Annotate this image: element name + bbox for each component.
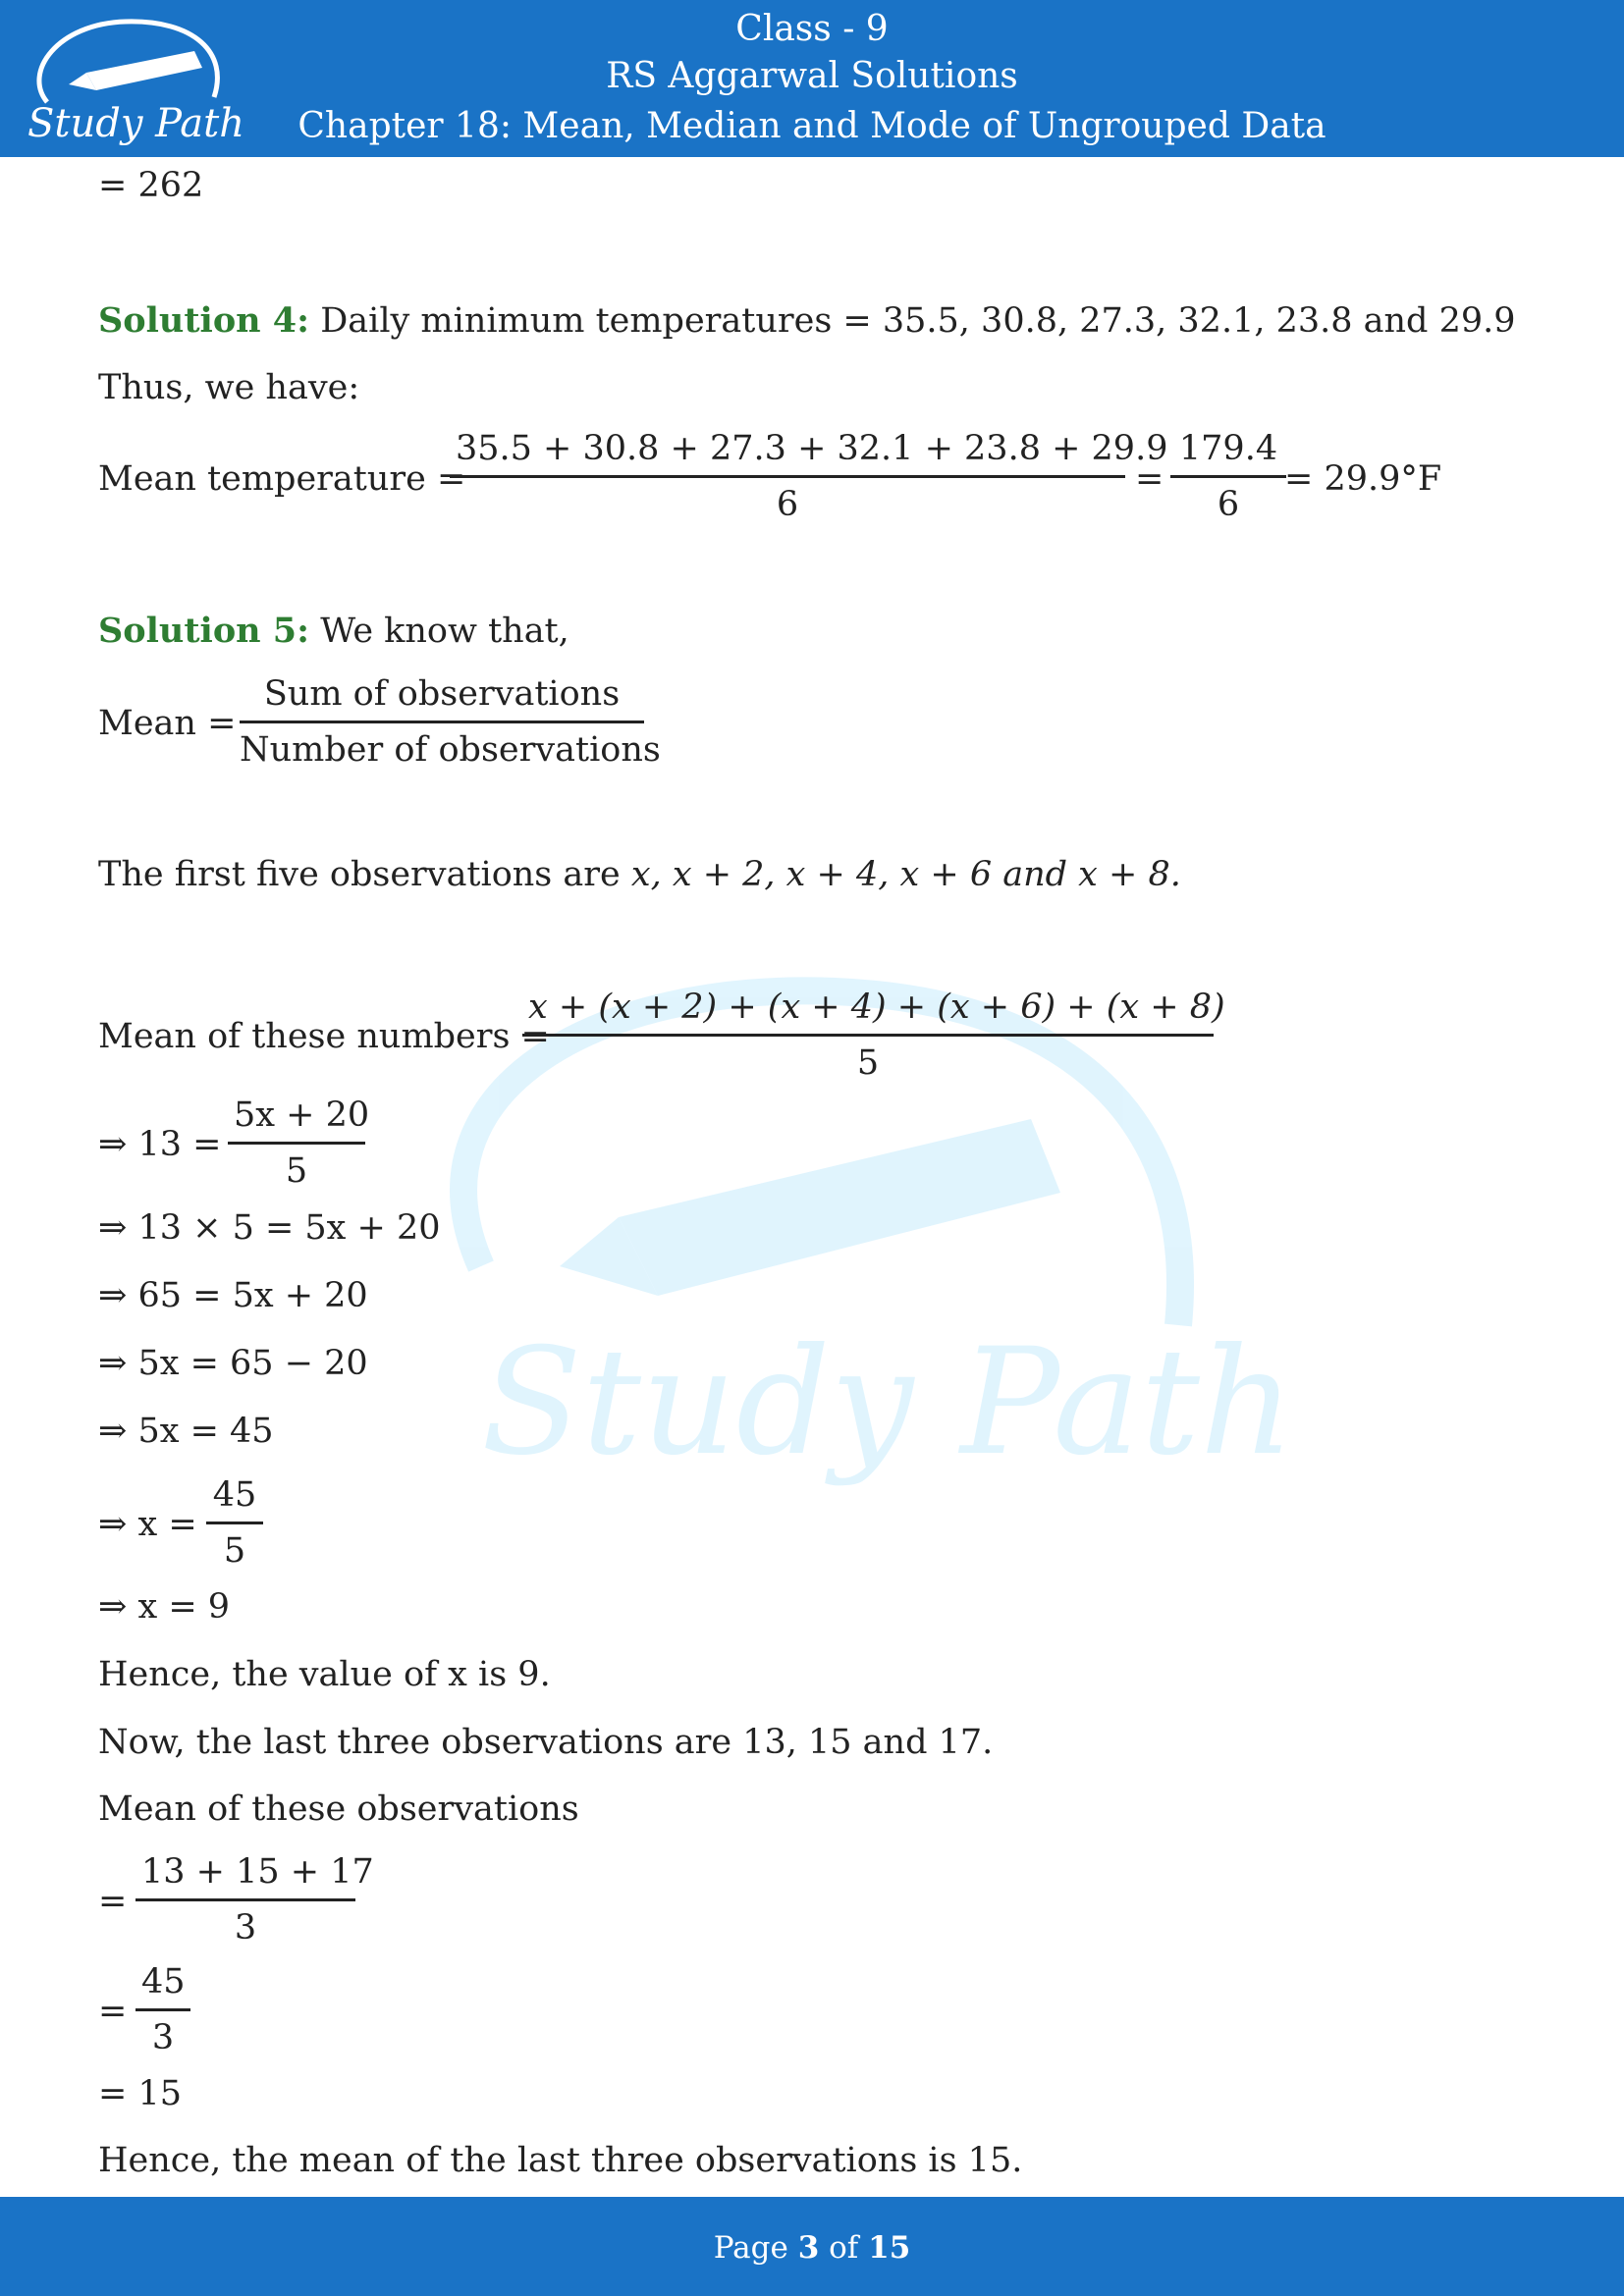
step2: ⇒ 13 × 5 = 5x + 20	[98, 1208, 441, 1248]
fraction-denominator: 6	[776, 485, 799, 524]
calc3: = 15	[98, 2074, 182, 2113]
solution5-heading: Solution 5:	[98, 611, 310, 651]
solution5-intro: We know that,	[320, 612, 569, 651]
calc1-lhs: =	[98, 1882, 128, 1921]
calc2-lhs: =	[98, 1992, 128, 2031]
mean-these-numbers-label: Mean of these numbers =	[98, 1017, 550, 1056]
mean-formula-label: Mean =	[98, 704, 237, 743]
page-footer	[0, 2197, 1624, 2296]
step6-lhs: ⇒ x =	[98, 1505, 197, 1544]
svg-text:Study Path: Study Path	[27, 101, 244, 146]
fraction-numerator: Sum of observations	[240, 671, 644, 723]
book-title: RS Aggarwal Solutions	[606, 56, 1018, 96]
fraction-numerator: 13 + 15 + 17	[135, 1849, 355, 1901]
fraction-denominator: 5	[223, 1531, 246, 1571]
mean-these-numbers-fraction	[522, 985, 1225, 1086]
carry-over-result: = 262	[98, 166, 204, 205]
step6-fraction	[206, 1472, 263, 1574]
mean-observations-label: Mean of these observations	[98, 1789, 579, 1829]
calc2-fraction	[135, 1959, 190, 2060]
solution5-intro-line	[98, 609, 569, 654]
step3: ⇒ 65 = 5x + 20	[98, 1276, 368, 1315]
last-three-observations: Now, the last three observations are 13, 15 and 17.	[98, 1723, 994, 1762]
hence-value: Hence, the value of x is 9.	[98, 1655, 551, 1694]
mean-formula-fraction	[240, 671, 661, 773]
solution4-heading: Solution 4:	[98, 300, 310, 341]
fraction-numerator: 35.5 + 30.8 + 27.3 + 32.1 + 23.8 + 29.9	[450, 426, 1125, 478]
temperature-sum-fraction	[450, 426, 1168, 527]
fraction-denominator: 3	[151, 2018, 175, 2057]
fraction-denominator: 6	[1217, 485, 1240, 524]
solution4-statement	[98, 298, 1516, 344]
page-number: Page 3 of 15	[713, 2230, 911, 2266]
fraction-numerator: 5x + 20	[228, 1093, 365, 1145]
temperature-total-fraction	[1170, 426, 1286, 527]
solution4-thus: Thus, we have:	[98, 368, 360, 407]
solution4-data: Daily minimum temperatures = 35.5, 30.8, 27.3, 32.1, 23.8 and 29.9	[320, 301, 1516, 341]
mean-temperature-result: = 29.9°F	[1284, 459, 1442, 499]
fraction-denominator: Number of observations	[240, 730, 661, 770]
step1-fraction	[228, 1093, 370, 1194]
fraction-numerator: 45	[206, 1472, 263, 1524]
fraction-numerator: x + (x + 2) + (x + 4) + (x + 6) + (x + 8)	[522, 985, 1214, 1037]
step5: ⇒ 5x = 45	[98, 1412, 274, 1451]
chapter-title: Chapter 18: Mean, Median and Mode of Ungrouped Data	[298, 106, 1326, 146]
fraction-denominator: 5	[285, 1151, 308, 1191]
fraction-numerator: 179.4	[1170, 426, 1286, 478]
step4: ⇒ 5x = 65 − 20	[98, 1344, 368, 1383]
page-header	[0, 0, 1624, 157]
step7: ⇒ x = 9	[98, 1587, 231, 1627]
fraction-numerator: 45	[135, 1959, 190, 2011]
mean-temperature-label: Mean temperature =	[98, 459, 466, 499]
equals-sign: =	[1135, 459, 1164, 499]
fraction-denominator: 5	[856, 1043, 880, 1083]
step1-lhs: ⇒ 13 =	[98, 1125, 222, 1164]
first-five-observations: The first five observations are x, x + 2, x + 4, x + 6 and x + 8.	[98, 855, 1181, 894]
svg-text:Study Path: Study Path	[481, 1317, 1295, 1488]
class-label: Class - 9	[735, 9, 889, 49]
fraction-denominator: 3	[234, 1908, 257, 1948]
calc1-fraction	[135, 1849, 374, 1950]
conclusion: Hence, the mean of the last three observations is 15.	[98, 2141, 1023, 2180]
